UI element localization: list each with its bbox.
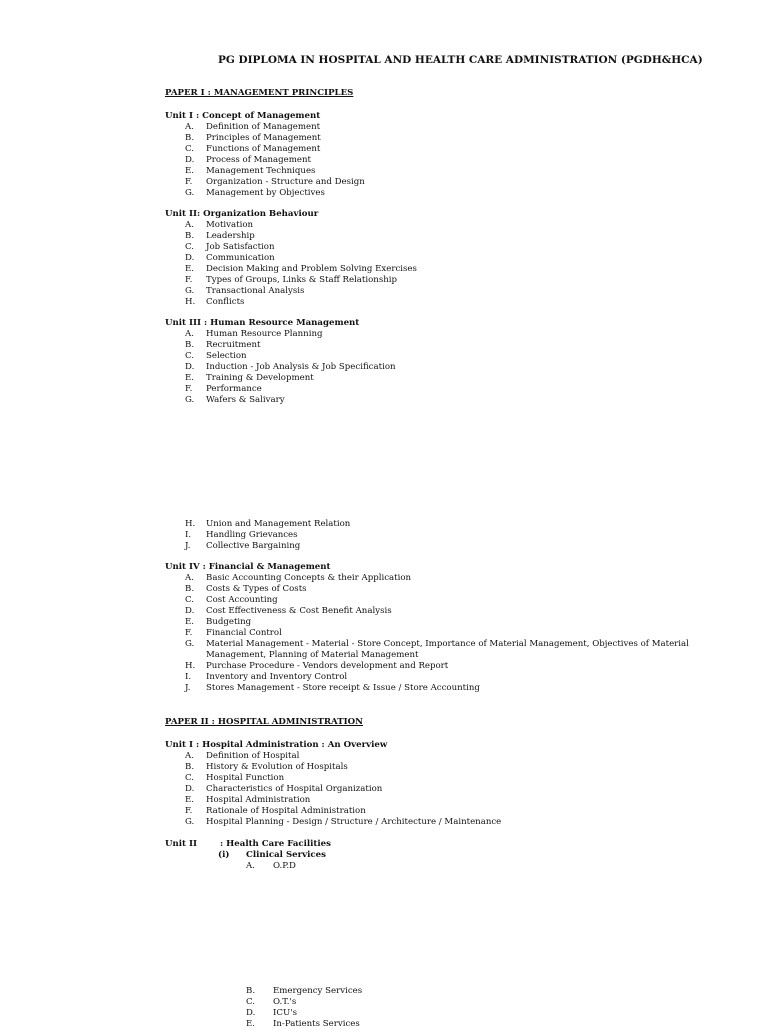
item-text: Conflicts [206,297,245,307]
item-text: O.P.D [273,861,296,871]
list-item [165,242,745,253]
list-item [165,639,745,661]
list-item [165,384,745,395]
item-text: Management Techniques [206,166,316,176]
item-letter: F. [185,177,193,187]
paper-1-unit-4 [165,562,745,694]
item-letter: C. [246,997,256,1007]
list-item [165,286,745,297]
item-letter: B. [185,340,195,350]
item-text: Principles of Management [206,133,321,143]
item-letter: C. [185,144,195,154]
item-letter: H. [185,297,196,307]
list-item [165,784,745,795]
item-letter: A. [246,861,255,871]
item-letter: G. [185,639,195,649]
item-text: ICU's [273,1008,297,1018]
list-item [165,144,745,155]
item-text: Transactional Analysis [206,286,305,296]
unit-heading: Unit IV : Financial & Management [165,562,331,572]
list-item [165,133,745,144]
item-text: Hospital Administration [206,795,311,805]
item-letter: J. [185,683,191,693]
unit-items [165,573,745,694]
item-letter: F. [185,806,193,816]
item-text: Decision Making and Problem Solving Exercises [206,264,417,274]
list-item [165,362,745,373]
list-item [165,1008,745,1019]
item-text: Hospital Function [206,773,285,783]
item-text: Material Management - Material - Store Concept, Importance of Material Management, Objectives of Material Management, Planning of Material Management [206,639,689,660]
item-letter: D. [246,1008,256,1018]
list-item [165,155,745,166]
item-text: Selection [206,351,247,361]
list-item [165,1019,745,1030]
paper-1-unit-2 [165,209,745,308]
list-item [165,395,745,406]
item-text: Organization - Structure and Design [206,177,365,187]
paper-2-title: PAPER II : HOSPITAL ADMINISTRATION [165,717,363,727]
item-text: Collective Bargaining [206,541,301,551]
item-letter: F. [185,275,193,285]
item-letter: E. [185,166,195,176]
list-item [165,817,745,828]
item-letter: B. [185,133,195,143]
list-item [165,861,745,872]
list-item [165,606,745,617]
item-text: Performance [206,384,262,394]
item-text: Human Resource Planning [206,329,323,339]
sub-heading [165,850,745,861]
item-letter: D. [185,362,195,372]
paper-2-unit-2-continued [165,986,745,1030]
item-text: Cost Accounting [206,595,278,605]
list-item [165,340,745,351]
item-letter: E. [246,1019,256,1029]
item-text: Rationale of Hospital Administration [206,806,366,816]
item-text: Budgeting [206,617,252,627]
item-letter: D. [185,784,195,794]
item-text: Characteristics of Hospital Organization [206,784,383,794]
item-text: Types of Groups, Links & Staff Relationship [206,275,398,285]
item-text: Recruitment [206,340,261,350]
item-letter: I. [185,672,192,682]
item-text: Basic Accounting Concepts & their Application [206,573,412,583]
item-letter: H. [185,519,196,529]
list-item [165,373,745,384]
item-letter: J. [185,541,191,551]
paper-2-unit-1 [165,740,745,828]
item-letter: A. [185,220,194,230]
list-item [165,253,745,264]
sub-items [165,861,745,872]
unit-heading: Unit III : Human Resource Management [165,318,360,328]
unit-items [165,122,745,199]
list-item [165,519,745,530]
list-item [165,188,745,199]
sub-title: Clinical Services [246,850,326,860]
item-text: Hospital Planning - Design / Structure / Architecture / Maintenance [206,817,502,827]
list-item [165,806,745,817]
list-item [165,628,745,639]
list-item [165,231,745,242]
unit-items [165,220,745,308]
item-letter: C. [185,351,195,361]
item-letter: B. [185,231,195,241]
item-letter: B. [246,986,256,996]
item-letter: I. [185,530,192,540]
item-text: Leadership [206,231,255,241]
list-item [165,573,745,584]
paper-1-unit-3 [165,318,745,406]
list-item [165,762,745,773]
item-text: Purchase Procedure - Vendors development and Report [206,661,449,671]
unit-heading: Unit I : Concept of Management [165,111,321,121]
item-text: Functions of Management [206,144,321,154]
item-text: Handling Grievances [206,530,298,540]
item-letter: E. [185,617,195,627]
list-item [165,986,745,997]
item-text: Definition of Hospital [206,751,300,761]
item-text: History & Evolution of Hospitals [206,762,348,772]
unit-label: Unit II [165,839,198,849]
list-item [165,751,745,762]
item-letter: C. [185,773,195,783]
item-letter: B. [185,584,195,594]
list-item [165,297,745,308]
list-item [165,530,745,541]
list-item [165,584,745,595]
item-text: Induction - Job Analysis & Job Specification [206,362,396,372]
item-letter: A. [185,329,194,339]
item-letter: A. [185,122,194,132]
item-letter: H. [185,661,196,671]
item-text: O.T.'s [273,997,297,1007]
list-item [165,672,745,683]
unit-items [165,751,745,828]
item-text: Motivation [206,220,254,230]
item-letter: G. [185,817,195,827]
item-letter: G. [185,188,195,198]
item-text: Management by Objectives [206,188,325,198]
unit-heading: Unit II: Organization Behaviour [165,209,319,219]
item-letter: G. [185,286,195,296]
item-letter: D. [185,155,195,165]
list-item [165,795,745,806]
item-text: Process of Management [206,155,311,165]
document-title: PG DIPLOMA IN HOSPITAL AND HEALTH CARE ADMINISTRATION (PGDH&HCA) [218,54,703,66]
item-letter: A. [185,751,194,761]
item-letter: G. [185,395,195,405]
item-letter: C. [185,242,195,252]
item-letter: B. [185,762,195,772]
list-item [165,617,745,628]
item-letter: A. [185,573,194,583]
unit-heading: Unit I : Hospital Administration : An Overview [165,740,388,750]
item-text: Financial Control [206,628,282,638]
unit-heading [165,839,745,850]
list-item [165,773,745,784]
paper-2-unit-2 [165,839,745,872]
list-item [165,122,745,133]
list-item [165,275,745,286]
list-item [165,264,745,275]
item-letter: E. [185,795,195,805]
item-letter: F. [185,628,193,638]
item-text: Inventory and Inventory Control [206,672,348,682]
item-text: Job Satisfaction [206,242,275,252]
item-text: Stores Management - Store receipt & Issue / Store Accounting [206,683,480,693]
paper-1-title: PAPER I : MANAGEMENT PRINCIPLES [165,88,354,98]
unit-title: : Health Care Facilities [220,839,331,849]
sub-items [165,986,745,1030]
list-item [165,997,745,1008]
item-text: Communication [206,253,275,263]
item-text: Emergency Services [273,986,363,996]
unit-items [165,519,745,552]
sub-number: (i) [218,850,230,860]
list-item [165,329,745,340]
list-item [165,220,745,231]
item-text: In-Patients Services [273,1019,360,1029]
paper-1-unit-3-continued [165,519,745,552]
list-item [165,683,745,694]
item-letter: D. [185,253,195,263]
item-text: Cost Effectiveness & Cost Benefit Analysis [206,606,392,616]
list-item [165,166,745,177]
list-item [165,541,745,552]
item-letter: F. [185,384,193,394]
item-text: Definition of Management [206,122,321,132]
item-text: Costs & Types of Costs [206,584,307,594]
item-letter: E. [185,373,195,383]
item-text: Training & Development [206,373,314,383]
unit-items [165,329,745,406]
paper-1-unit-1 [165,111,745,199]
item-text: Union and Management Relation [206,519,351,529]
list-item [165,177,745,188]
list-item [165,351,745,362]
list-item [165,661,745,672]
item-letter: C. [185,595,195,605]
item-letter: E. [185,264,195,274]
item-letter: D. [185,606,195,616]
list-item [165,595,745,606]
item-text: Wafers & Salivary [206,395,285,405]
